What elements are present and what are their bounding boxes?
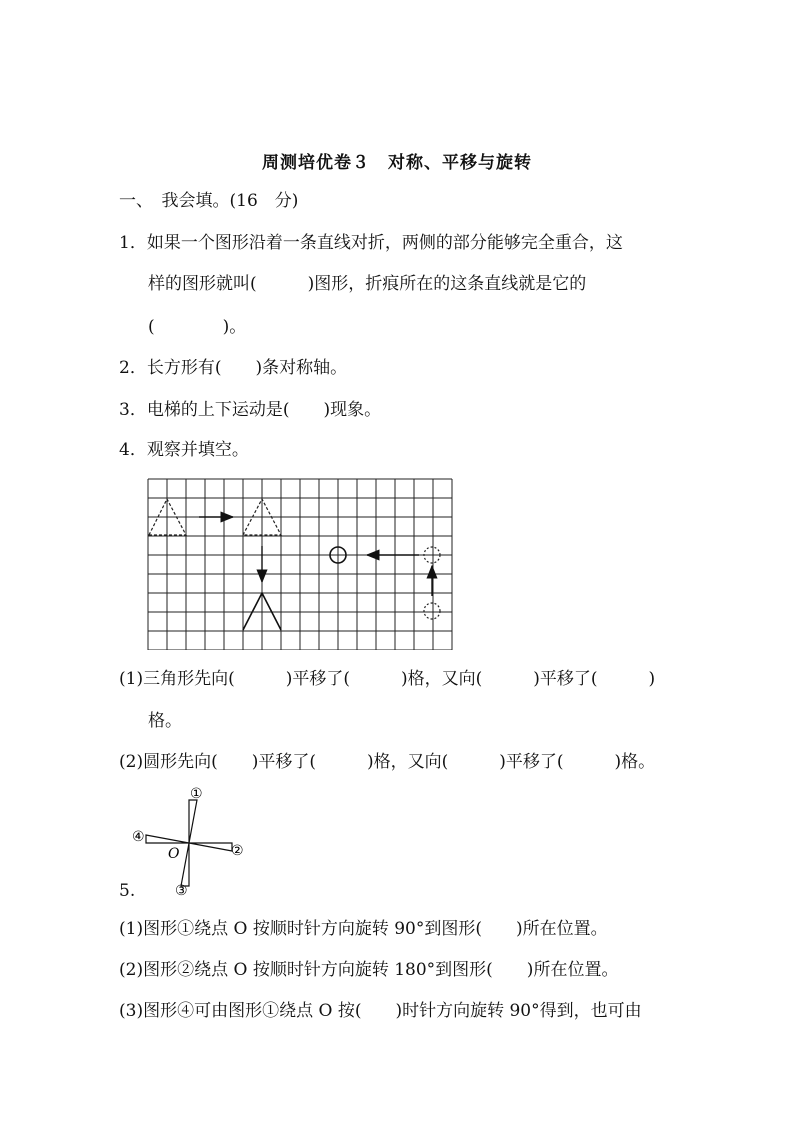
question-4-1-line-1: (1)三角形先向( )平移了( )格，又向( )平移了( ) xyxy=(119,669,656,689)
question-3: 3．电梯的上下运动是( )现象。 xyxy=(119,400,382,420)
question-1-line-1: 1．如果一个图形沿着一条直线对折，两侧的部分能够完全重合，这 xyxy=(119,233,623,253)
label-1: ① xyxy=(190,786,203,802)
question-4-1-line-2: 格。 xyxy=(148,711,182,731)
question-4: 4．观察并填空。 xyxy=(119,440,249,460)
section-heading: 一、 我会填。(16 分) xyxy=(119,191,299,211)
question-1-line-3: ( )。 xyxy=(148,317,247,337)
rotation-figure xyxy=(128,783,258,898)
question-5-3: (3)图形④可由图形①绕点 O 按( )时针方向旋转 90°得到，也可由 xyxy=(119,1001,642,1021)
translation-grid-figure xyxy=(147,478,454,650)
question-5-2: (2)图形②绕点 O 按顺时针方向旋转 180°到图形( )所在位置。 xyxy=(119,960,619,980)
question-5-1: (1)图形①绕点 O 按顺时针方向旋转 90°到图形( )所在位置。 xyxy=(119,919,608,939)
question-1-line-2: 样的图形就叫( )图形，折痕所在的这条直线就是它的 xyxy=(148,274,587,294)
shape-2 xyxy=(189,843,232,851)
label-2: ② xyxy=(231,843,244,859)
label-4: ④ xyxy=(132,829,145,845)
shape-4 xyxy=(146,835,189,843)
question-2: 2．长方形有( )条对称轴。 xyxy=(119,358,348,378)
circle-dashed-start xyxy=(424,603,440,619)
question-4-2: (2)圆形先向( )平移了( )格，又向( )平移了( )格。 xyxy=(119,752,656,772)
question-5-number: 5. xyxy=(119,881,136,901)
shape-1 xyxy=(189,800,197,843)
label-3: ③ xyxy=(175,883,188,898)
page-title: 周测培优卷３ 对称、平移与旋转 xyxy=(262,153,532,173)
center-label-o: O xyxy=(168,846,180,862)
shape-3 xyxy=(181,843,189,886)
